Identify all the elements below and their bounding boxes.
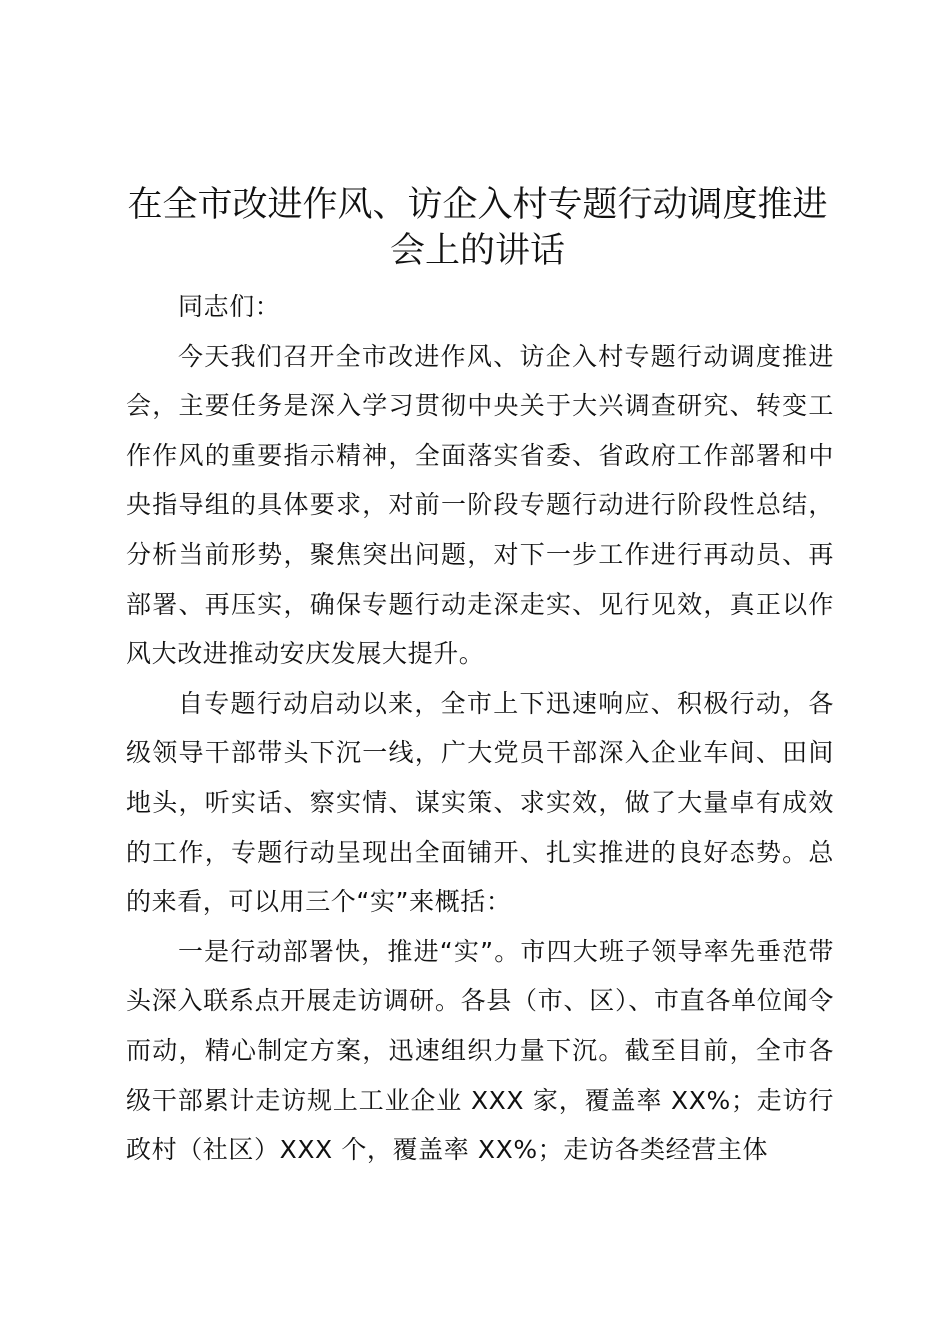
paragraph-2: 自专题行动启动以来，全市上下迅速响应、积极行动，各级领导干部带头下沉一线，广大党员干部深入企业车间、田间地头，听实话、察实情、谋实策、求实效，做了大量卓有成效的工作，专题行动呈现出全面铺开、扎实推进的良好态势。总的来看，可以用三个“实”来概括： [126,688,834,917]
salutation: 同志们： [178,292,281,321]
paragraph-1: 今天我们召开全市改进作风、访企入村专题行动调度推进会，主要任务是深入学习贯彻中央关于大兴调查研究、转变工作作风的重要指示精神，全面落实省委、省政府工作部署和中央指导组的具体要求，对前一阶段专题行动进行阶段性总结，分析当前形势，聚焦突出问题，对下一步工作进行再动员、再部署、再压实，确保专题行动走深走实、见行见效，真正以作风大改进推动安庆发展大提升。 [126,341,834,669]
document-title: 在全市改进作风、访企入村专题行动调度推进会上的讲话 [127,185,828,271]
paragraph-3: 一是行动部署快，推进“实”。市四大班子领导率先垂范带头深入联系点开展走访调研。各县（市、区）、市直各单位闻令而动，精心制定方案，迅速组织力量下沉。截至目前，全市各级干部累计走访规上工业企业 XXX 家，覆盖率 XX%；走访行政村（社区）XXX 个，覆盖率 XX%；走访各类经营主体 [126,936,834,1165]
document-body [126,282,834,1175]
